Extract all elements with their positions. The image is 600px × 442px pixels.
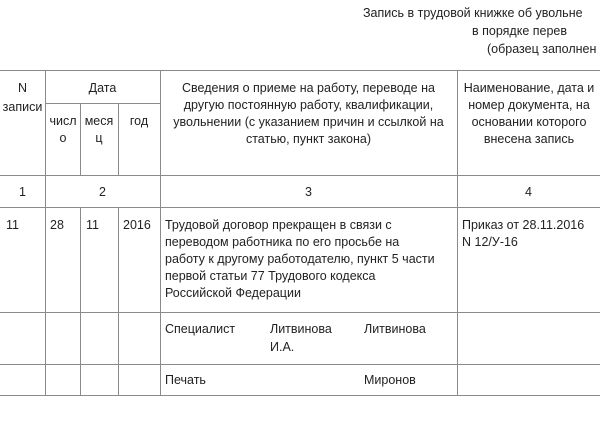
row-line-header-bottom: [0, 175, 600, 176]
col-line-month-lower: [118, 207, 119, 395]
col-num-header-bottom: записи: [2, 100, 43, 114]
header-line-3: (образец заполнен: [487, 42, 597, 56]
entry-doc-line-1: Приказ от 28.11.2016: [462, 218, 585, 232]
signature-sign: Литвинова: [364, 322, 426, 336]
col-date-header: Дата: [88, 81, 117, 95]
col-line-date: [160, 70, 161, 395]
row-line-entry-bottom: [0, 312, 600, 313]
col-number-3: 3: [305, 185, 312, 199]
header-line-1: Запись в трудовой книжке об увольне: [363, 6, 583, 20]
col-number-2: 2: [99, 185, 106, 199]
signature-role: Специалист: [165, 322, 236, 336]
col-line-doc: [457, 70, 458, 395]
entry-month: 11: [86, 218, 99, 232]
signature-name-line-2: И.А.: [270, 340, 295, 354]
header-line-2: в порядке перев: [472, 24, 568, 38]
col-line-day-lower: [80, 207, 81, 395]
entry-year: 2016: [123, 218, 151, 232]
row-line-numbers-bottom: [0, 207, 600, 208]
col-num-header-top: N: [17, 81, 28, 95]
row-line-top: [0, 70, 600, 71]
signature-name-line-1: Литвинова: [270, 322, 332, 336]
row-line-table-bottom: [0, 395, 600, 396]
row-line-date-sub: [45, 103, 160, 104]
col-doc-header: Наименование, дата и номер документа, на основании которого внесена запись: [463, 81, 595, 146]
seal-sign: Миронов: [364, 373, 416, 387]
entry-doc-line-2: N 12/У-16: [462, 235, 518, 249]
col-line-day: [80, 103, 81, 175]
col-number-1: 1: [19, 185, 26, 199]
col-info-header: Сведения о приеме на работу, переводе на другую постоянную работу, квалификации, увольнении (с указанием причин и ссылкой на статью, пункт закона): [173, 81, 444, 146]
entry-text: Трудовой договор прекращен в связи с переводом работника по его просьбе на работу к другому работодателю, пункт 5 части первой статьи 77 Трудового кодекса Российской Федерации: [165, 218, 435, 300]
col-month-header: месяц: [84, 114, 114, 145]
row-line-signature-bottom: [0, 364, 600, 365]
entry-day: 28: [50, 218, 64, 232]
col-day-header: число: [49, 114, 77, 145]
col-year-header: год: [129, 114, 149, 128]
entry-number: 11: [6, 218, 19, 232]
col-number-4: 4: [525, 185, 532, 199]
seal-label: Печать: [165, 373, 206, 387]
